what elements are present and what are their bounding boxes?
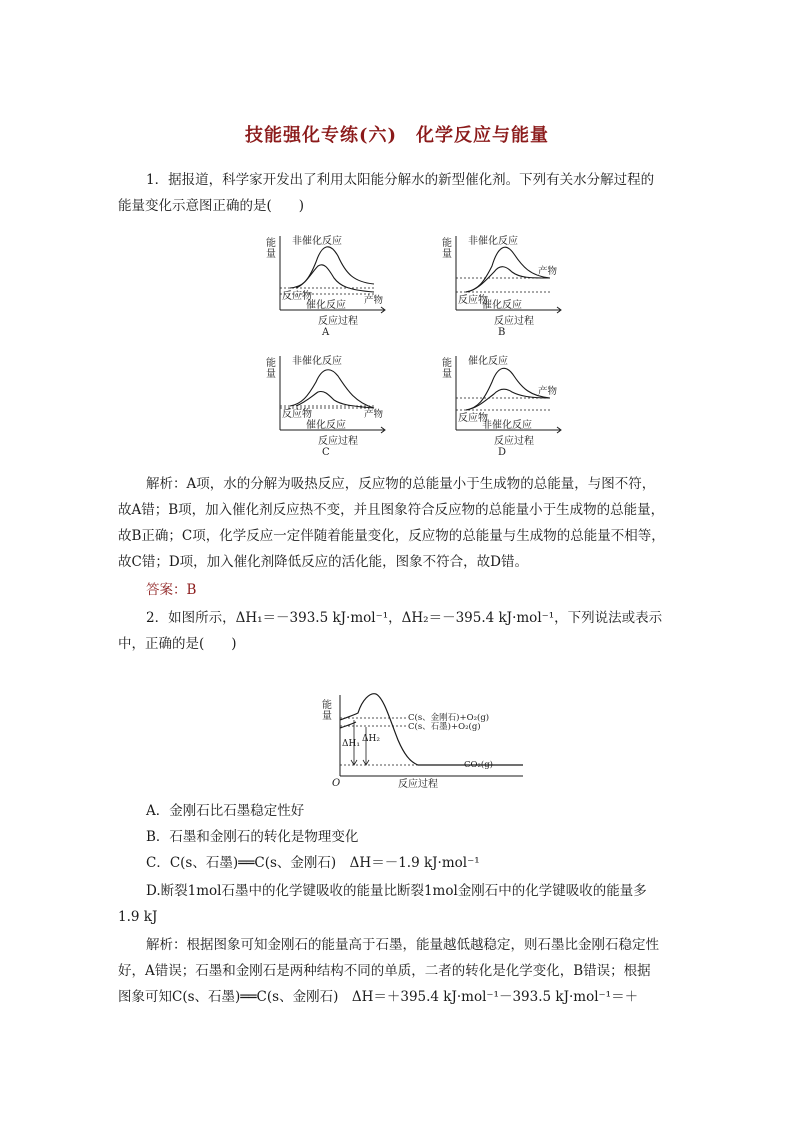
q2-stem-line2: 中，正确的是( )	[118, 636, 237, 652]
graph-letter: D	[498, 447, 507, 456]
ylabel-bottom: 量	[442, 369, 452, 380]
ylabel-top: 能	[442, 358, 452, 369]
graph-letter: C	[322, 447, 330, 456]
ylabel-bottom: 量	[266, 249, 276, 260]
q1-stem-line1: 1．据报道，科学家开发出了利用太阳能分解水的新型催化剂。下列有关水分解过程的	[146, 172, 655, 188]
top-curve-label: 催化反应	[468, 356, 508, 367]
q2-option-d-line2: 1.9 kJ	[118, 909, 158, 925]
reactant-label: 反应物	[458, 413, 488, 424]
q1-analysis-line4: 故C错；D项，加入催化剂降低反应的活化能，图象不符合，故D错。	[118, 554, 528, 570]
product-label: 产物	[538, 386, 558, 397]
top-curve-label: 非催化反应	[468, 236, 518, 247]
q2-ylabel-bottom: 量	[322, 711, 332, 722]
ylabel-bottom: 量	[442, 249, 452, 260]
q1-analysis-line2: 故A错；B项，加入催化剂反应热不变，并且图象符合反应物的总能量小于生成物的总能量，	[118, 502, 665, 518]
q2-dh2-label: ΔH₂	[362, 734, 380, 744]
q2-option-c: C．C(s、石墨)══C(s、金刚石) ΔH＝－1.9 kJ·mol⁻¹	[146, 855, 480, 871]
q2-energy-diagram	[318, 690, 528, 790]
q1-stem-line2: 能量变化示意图正确的是( )	[118, 198, 305, 214]
xlabel: 反应过程	[494, 436, 534, 447]
q2-xlabel: 反应过程	[398, 779, 438, 790]
mid-curve-label: 催化反应	[306, 420, 346, 431]
q2-diamond-label: C(s、金刚石)+O₂(g)	[408, 713, 490, 723]
ylabel-top: 能	[266, 238, 276, 249]
q2-graphite-label: C(s、石墨)+O₂(g)	[408, 722, 481, 732]
mid-curve-label: 催化反应	[482, 300, 522, 311]
q2-origin-label: O	[332, 778, 341, 789]
q2-ylabel-top: 能	[322, 700, 332, 711]
xlabel: 反应过程	[318, 316, 358, 327]
q1-analysis-line1: 解析：A项，水的分解为吸热反应，反应物的总能量小于生成物的总能量，与图不符，	[146, 476, 656, 492]
page-title: 技能强化专练(六) 化学反应与能量	[244, 125, 550, 146]
q1-graph-c	[262, 352, 392, 456]
q2-analysis-line3: 图象可知C(s、石墨)══C(s、金刚石) ΔH＝＋395.4 kJ·mol⁻¹－393.5 kJ·mol⁻¹＝＋	[118, 989, 639, 1005]
reactant-label: 反应物	[458, 295, 488, 306]
q2-analysis-line2: 好，A错误；石墨和金刚石是两种结构不同的单质，二者的转化是化学变化，B错误；根据	[118, 963, 651, 979]
product-label: 产物	[364, 295, 384, 306]
top-curve-label: 非催化反应	[292, 236, 342, 247]
q1-graph-d	[438, 352, 568, 456]
ylabel-top: 能	[442, 238, 452, 249]
reactant-label: 反应物	[282, 409, 312, 420]
graph-letter: A	[322, 327, 330, 336]
q2-option-a: A．金刚石比石墨稳定性好	[146, 803, 305, 819]
q2-co2-label: CO₂(g)	[464, 760, 493, 770]
product-label: 产物	[364, 409, 384, 420]
xlabel: 反应过程	[494, 316, 534, 327]
q2-analysis-line1: 解析：根据图象可知金刚石的能量高于石墨，能量越低越稳定，则石墨比金刚石稳定性	[146, 937, 659, 953]
q1-graph-b	[438, 232, 568, 336]
q1-analysis-line3: 故B正确；C项，化学反应一定伴随着能量变化，反应物的总能量与生成物的总能量不相等，	[118, 528, 665, 544]
q1-answer: 答案：B	[146, 582, 197, 598]
product-label: 产物	[538, 266, 558, 277]
ylabel-top: 能	[266, 358, 276, 369]
mid-curve-label: 催化反应	[306, 300, 346, 311]
graph-letter: B	[498, 327, 506, 336]
curve-top	[290, 247, 374, 288]
q2-stem-line1: 2．如图所示，ΔH₁＝－393.5 kJ·mol⁻¹，ΔH₂＝－395.4 kJ·mol⁻¹，下列说法或表示	[146, 610, 663, 626]
xlabel: 反应过程	[318, 436, 358, 447]
curve-mid	[296, 265, 374, 292]
q2-option-b: B．石墨和金刚石的转化是物理变化	[146, 829, 359, 845]
top-curve-label: 非催化反应	[292, 356, 342, 367]
q2-dh1-label: ΔH₁	[342, 739, 360, 749]
reactant-label: 反应物	[282, 291, 312, 302]
ylabel-bottom: 量	[266, 369, 276, 380]
q1-graph-a	[262, 232, 392, 336]
mid-curve-label: 非催化反应	[482, 420, 532, 431]
q2-option-d-line1: D.断裂1mol石墨中的化学键吸收的能量比断裂1mol金刚石中的化学键吸收的能量多	[146, 883, 647, 899]
